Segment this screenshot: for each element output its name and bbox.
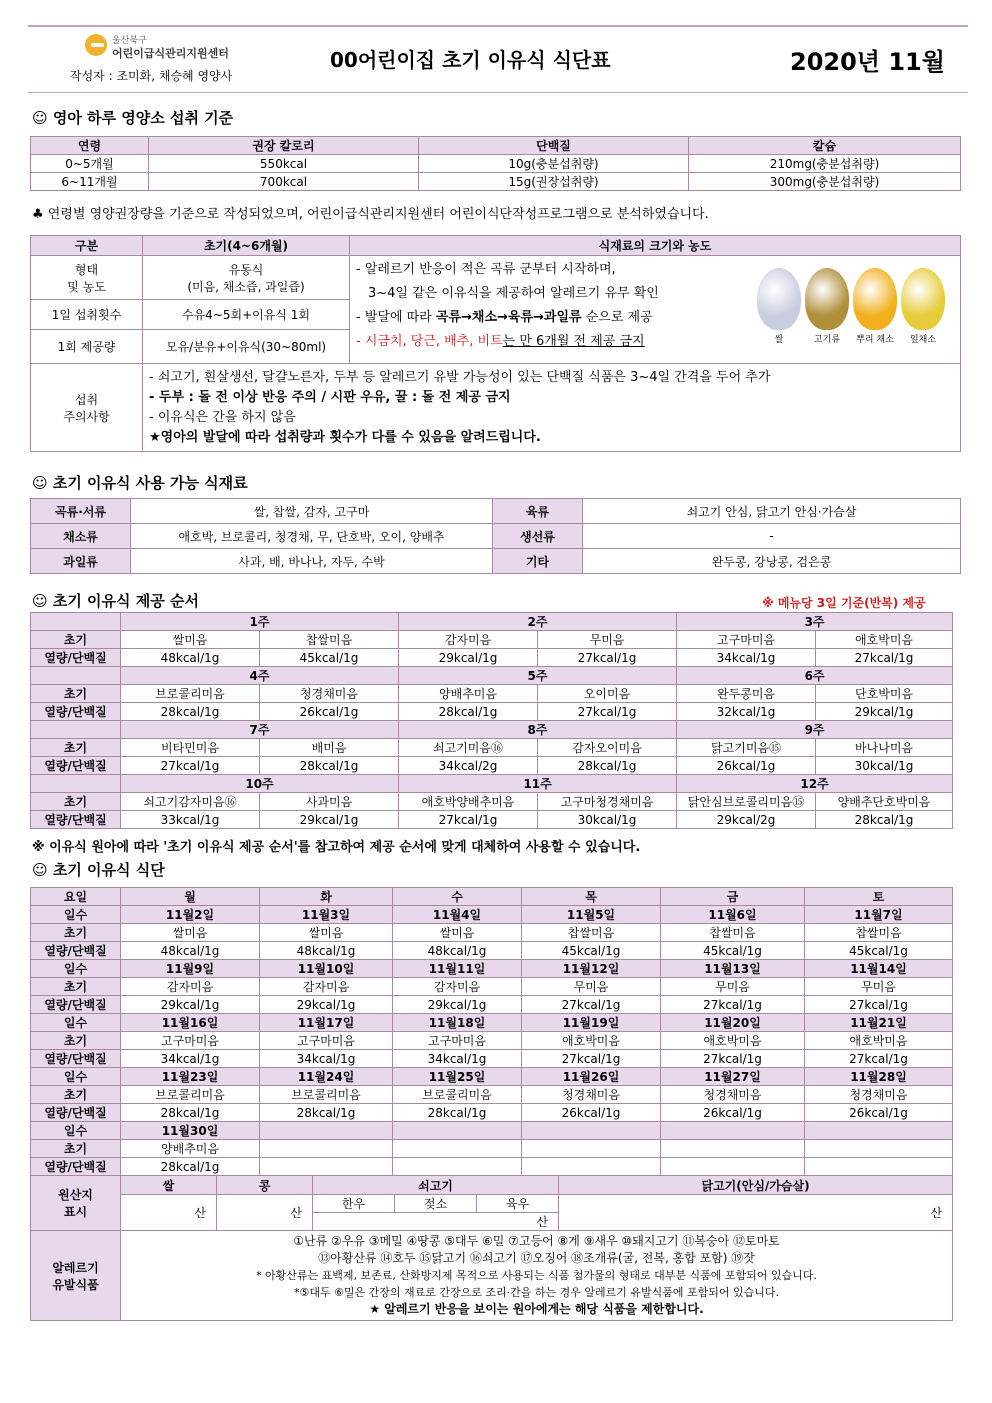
root-veg-spoon-icon bbox=[853, 268, 897, 330]
date-cell: 11월16일 bbox=[121, 1014, 260, 1032]
kcal-cell: 29kcal/1g bbox=[399, 649, 538, 667]
kcal-cell: 34kcal/1g bbox=[393, 1050, 522, 1068]
menu-cell: 무미음 bbox=[805, 978, 953, 996]
kcal-cell: 28kcal/1g bbox=[399, 703, 538, 721]
menu-cell: 쇠고기미음⑯ bbox=[399, 739, 538, 757]
page-title: 00어린이집 초기 이유식 식단표 bbox=[330, 48, 611, 72]
row-label: 초기 bbox=[31, 739, 121, 757]
row-label: 일수 bbox=[31, 1014, 121, 1032]
kcal-cell: 45kcal/1g bbox=[805, 942, 953, 960]
kcal-cell: 33kcal/1g bbox=[121, 811, 260, 829]
date-cell: 11월3일 bbox=[260, 906, 393, 924]
ingredient-list: 사과, 배, 바나나, 자두, 수박 bbox=[131, 549, 493, 574]
kcal-cell: 28kcal/1g bbox=[260, 1104, 393, 1122]
author: 작성자 : 조미화, 채승혜 영양사 bbox=[70, 69, 233, 83]
date-cell: 11월30일 bbox=[121, 1122, 260, 1140]
row-label: 초기 bbox=[31, 793, 121, 811]
kcal-cell: 45kcal/1g bbox=[260, 649, 399, 667]
menu-cell: 애호박미음 bbox=[661, 1032, 805, 1050]
week-corner bbox=[31, 721, 121, 739]
kcal-cell: 27kcal/1g bbox=[805, 1050, 953, 1068]
kcal-cell: 28kcal/1g bbox=[538, 757, 677, 775]
kcal-cell bbox=[393, 1158, 522, 1176]
date-cell: 11월20일 bbox=[661, 1014, 805, 1032]
menu-cell bbox=[805, 1140, 953, 1158]
kcal-cell: 30kcal/1g bbox=[816, 757, 953, 775]
date-cell: 11월12일 bbox=[522, 960, 661, 978]
menu-cell: 무미음 bbox=[522, 978, 661, 996]
week-header: 3주 bbox=[677, 613, 953, 631]
guide-label-line: 형태 bbox=[74, 262, 99, 277]
kcal-cell: 45kcal/1g bbox=[661, 942, 805, 960]
kcal-cell: 28kcal/1g bbox=[121, 1104, 260, 1122]
menu-cell: 찹쌀미음 bbox=[805, 924, 953, 942]
week-header: 7주 bbox=[121, 721, 399, 739]
menu-cell: 청경채미음 bbox=[522, 1086, 661, 1104]
kcal-cell: 48kcal/1g bbox=[393, 942, 522, 960]
menu-cell bbox=[393, 1140, 522, 1158]
kcal-cell: 29kcal/1g bbox=[260, 811, 399, 829]
kcal-cell: 28kcal/1g bbox=[121, 703, 260, 721]
row-label: 열량/단백질 bbox=[31, 649, 121, 667]
guide-header-size: 식재료의 크기와 농도 bbox=[350, 236, 961, 256]
caution-label bbox=[31, 364, 143, 452]
menu-cell: 고구마미음 bbox=[121, 1032, 260, 1050]
kcal-cell bbox=[522, 1158, 661, 1176]
ingredient-category: 과일류 bbox=[31, 549, 131, 574]
menu-cell: 바나나미음 bbox=[816, 739, 953, 757]
menu-cell: 고구마미음 bbox=[260, 1032, 393, 1050]
menu-cell: 감자미음 bbox=[393, 978, 522, 996]
kcal-cell: 27kcal/1g bbox=[399, 811, 538, 829]
allergy-line: * 아황산류는 표백제, 보존료, 산화방지제 목적으로 사용되는 식품 첨가물의 형태로 대부분 식품에 포함되어 있습니다. bbox=[256, 1269, 817, 1282]
leaf-veg-spoon-icon bbox=[901, 268, 945, 330]
kcal-cell: 48kcal/1g bbox=[121, 942, 260, 960]
week-header: 11주 bbox=[399, 775, 677, 793]
date-cell bbox=[260, 1122, 393, 1140]
menu-cell bbox=[661, 1140, 805, 1158]
guide-value-amount: 모유/분유+이유식(30~80ml) bbox=[143, 330, 350, 364]
menu-cell: 닭고기미음⑮ bbox=[677, 739, 816, 757]
date-cell: 11월2일 bbox=[121, 906, 260, 924]
menu-table bbox=[30, 887, 953, 1176]
kcal-cell: 27kcal/1g bbox=[121, 757, 260, 775]
date-cell: 11월13일 bbox=[661, 960, 805, 978]
week-corner bbox=[31, 775, 121, 793]
caution-line: - 쇠고기, 흰살생선, 달걀노른자, 두부 등 알레르기 유발 가능성이 있는 단백질 식품은 3~4일 간격을 두어 추가 bbox=[149, 369, 771, 385]
week-header: 9주 bbox=[677, 721, 953, 739]
allergy-label-line: 알레르기 bbox=[52, 1260, 99, 1275]
origin-chicken-header: 닭고기(안심/가슴살) bbox=[559, 1176, 953, 1195]
date-cell: 11월27일 bbox=[661, 1068, 805, 1086]
date-cell bbox=[522, 1122, 661, 1140]
kcal-cell: 29kcal/2g bbox=[677, 811, 816, 829]
table-cell: 550kcal bbox=[149, 155, 419, 173]
menu-cell: 쌀미음 bbox=[260, 924, 393, 942]
spoon-label: 고기류 bbox=[813, 335, 841, 345]
menu-cell: 오이미음 bbox=[538, 685, 677, 703]
guide-label-amount: 1회 제공량 bbox=[31, 330, 143, 364]
origin-label-line: 표시 bbox=[63, 1205, 88, 1219]
origin-table bbox=[30, 1175, 953, 1231]
ingredient-list: 쌀, 찹쌀, 감자, 고구마 bbox=[131, 499, 493, 524]
allergy-warning: ★ 알레르기 반응을 보이는 원아에게는 해당 식품을 제한합니다. bbox=[369, 1302, 704, 1316]
day-header: 수 bbox=[393, 888, 522, 906]
date-cell: 11월4일 bbox=[393, 906, 522, 924]
origin-yukwoo: 육우 bbox=[477, 1195, 559, 1213]
menu-cell: 청경채미음 bbox=[805, 1086, 953, 1104]
guide-text-part: 순으로 제공 bbox=[581, 310, 653, 325]
menu-cell: 찹쌀미음 bbox=[522, 924, 661, 942]
guide-text-line: 3~4일 같은 이유식을 제공하여 알레르기 유무 확인 bbox=[368, 286, 659, 301]
kcal-cell: 27kcal/1g bbox=[805, 996, 953, 1014]
date-cell: 11월9일 bbox=[121, 960, 260, 978]
kcal-cell: 27kcal/1g bbox=[522, 996, 661, 1014]
date-cell bbox=[805, 1122, 953, 1140]
meat-spoon-icon bbox=[805, 268, 849, 330]
menu-cell: 쇠고기감자미음⑯ bbox=[121, 793, 260, 811]
ingredients-table bbox=[30, 498, 961, 574]
spoon-label: 쌀 bbox=[774, 335, 784, 345]
kcal-cell: 30kcal/1g bbox=[538, 811, 677, 829]
allergy-label bbox=[31, 1231, 121, 1321]
week-corner bbox=[31, 667, 121, 685]
date-cell: 11월18일 bbox=[393, 1014, 522, 1032]
week-header: 6주 bbox=[677, 667, 953, 685]
kcal-cell: 28kcal/1g bbox=[260, 757, 399, 775]
row-label: 초기 bbox=[31, 1032, 121, 1050]
date-cell: 11월11일 bbox=[393, 960, 522, 978]
date-cell: 11월19일 bbox=[522, 1014, 661, 1032]
col-header: 권장 칼로리 bbox=[149, 137, 419, 155]
caution-line: - 두부 : 돌 전 이상 반응 주의 / 시판 우유, 꿀 : 돌 전 제공 금지 bbox=[149, 389, 511, 405]
row-label: 열량/단백질 bbox=[31, 1158, 121, 1176]
menu-cell: 완두콩미음 bbox=[677, 685, 816, 703]
menu-cell: 청경채미음 bbox=[661, 1086, 805, 1104]
table-cell: 300mg(충분섭취량) bbox=[689, 173, 961, 191]
col-header: 칼슘 bbox=[689, 137, 961, 155]
origin-beef-value: 산 bbox=[313, 1213, 559, 1231]
caution-label-line: 주의사항 bbox=[63, 409, 110, 424]
table-cell: 6~11개월 bbox=[31, 173, 149, 191]
kcal-cell: 34kcal/1g bbox=[677, 649, 816, 667]
menu-cell: 청경채미음 bbox=[260, 685, 399, 703]
kcal-cell: 29kcal/1g bbox=[393, 996, 522, 1014]
week-header: 12주 bbox=[677, 775, 953, 793]
kcal-cell: 27kcal/1g bbox=[661, 996, 805, 1014]
table-cell: 0~5개월 bbox=[31, 155, 149, 173]
guide-text-part: - 발달에 따라 bbox=[356, 310, 436, 325]
org-name: 어린이급식관리지원센터 bbox=[112, 47, 229, 60]
logo-icon bbox=[85, 34, 107, 56]
origin-chicken-value: 산 bbox=[559, 1195, 953, 1231]
ingredient-category: 기타 bbox=[493, 549, 583, 574]
menu-cell: 비타민미음 bbox=[121, 739, 260, 757]
ingredients-heading: ☺ 초기 이유식 사용 가능 식재료 bbox=[32, 474, 248, 492]
guide-text-line: - 알레르기 반응이 적은 곡류 군부터 시작하며, bbox=[356, 262, 616, 277]
row-label: 열량/단백질 bbox=[31, 703, 121, 721]
day-header: 토 bbox=[805, 888, 953, 906]
kcal-cell: 27kcal/1g bbox=[816, 649, 953, 667]
kcal-cell bbox=[661, 1158, 805, 1176]
menu-cell: 브로콜리미음 bbox=[393, 1086, 522, 1104]
week-header: 8주 bbox=[399, 721, 677, 739]
menu-cell: 쌀미음 bbox=[393, 924, 522, 942]
menu-cell: 애호박양배추미음 bbox=[399, 793, 538, 811]
date-cell: 11월28일 bbox=[805, 1068, 953, 1086]
menu-cell: 고구마미음 bbox=[393, 1032, 522, 1050]
ingredient-list: 완두콩, 강낭콩, 검은콩 bbox=[583, 549, 961, 574]
date-cell: 11월6일 bbox=[661, 906, 805, 924]
nutrition-note: ♣ 연령별 영양권장량을 기준으로 작성되었으며, 어린이급식관리지원센터 어린이식단작성프로그램으로 분석하였습니다. bbox=[32, 207, 709, 222]
kcal-cell: 26kcal/1g bbox=[522, 1104, 661, 1122]
kcal-cell: 26kcal/1g bbox=[661, 1104, 805, 1122]
guide-label-line: 및 농도 bbox=[67, 279, 106, 294]
date-cell bbox=[393, 1122, 522, 1140]
menu-cell: 고구마청경채미음 bbox=[538, 793, 677, 811]
order-heading: ☺ 초기 이유식 제공 순서 bbox=[32, 592, 199, 610]
order-table bbox=[30, 612, 953, 829]
kcal-cell: 32kcal/1g bbox=[677, 703, 816, 721]
kcal-cell: 29kcal/1g bbox=[260, 996, 393, 1014]
date-cell: 11월26일 bbox=[522, 1068, 661, 1086]
ingredient-category: 채소류 bbox=[31, 524, 131, 549]
allergy-line: ⑬아황산류 ⑭호두 ⑮닭고기 ⑯쇠고기 ⑰오징어 ⑱조개류(굴, 전복, 홍합 포함) ⑲잣 bbox=[318, 1251, 755, 1265]
table-cell: 10g(충분섭취량) bbox=[419, 155, 689, 173]
ingredient-category: 육류 bbox=[493, 499, 583, 524]
menu-cell: 브로콜리미음 bbox=[121, 685, 260, 703]
kcal-cell: 28kcal/1g bbox=[393, 1104, 522, 1122]
menu-cell: 쌀미음 bbox=[121, 924, 260, 942]
row-label: 일수 bbox=[31, 906, 121, 924]
row-label: 열량/단백질 bbox=[31, 757, 121, 775]
kcal-cell: 27kcal/1g bbox=[538, 649, 677, 667]
kcal-cell: 27kcal/1g bbox=[522, 1050, 661, 1068]
date-cell: 11월23일 bbox=[121, 1068, 260, 1086]
guide-text-part: 는 만 6개월 전 제공 금지 bbox=[502, 334, 645, 349]
menu-cell bbox=[260, 1140, 393, 1158]
ingredient-category: 생선류 bbox=[493, 524, 583, 549]
ingredient-list: 쇠고기 안심, 닭고기 안심·가슴살 bbox=[583, 499, 961, 524]
spoon-label: 뿌리 채소 bbox=[856, 335, 894, 345]
date-cell: 11월25일 bbox=[393, 1068, 522, 1086]
menu-cell: 감자미음 bbox=[399, 631, 538, 649]
guide-text-order: 곡류→채소→육류→과일류 bbox=[435, 310, 582, 325]
caution-line: - 이유식은 간을 하지 않음 bbox=[149, 409, 296, 425]
caution-text bbox=[143, 364, 961, 452]
menu-cell: 무미음 bbox=[538, 631, 677, 649]
origin-bean-value: 산 bbox=[217, 1195, 313, 1231]
spoon-illustration bbox=[757, 268, 957, 358]
kcal-cell: 27kcal/1g bbox=[661, 1050, 805, 1068]
kcal-cell: 34kcal/1g bbox=[260, 1050, 393, 1068]
kcal-cell: 45kcal/1g bbox=[522, 942, 661, 960]
row-label: 초기 bbox=[31, 1086, 121, 1104]
date-cell: 11월24일 bbox=[260, 1068, 393, 1086]
nutrition-heading: ☺ 영아 하루 영양소 섭취 기준 bbox=[32, 109, 234, 127]
menu-cell: 애호박미음 bbox=[522, 1032, 661, 1050]
kcal-cell: 48kcal/1g bbox=[121, 649, 260, 667]
guide-text-forbidden: - 시금치, 당근, 배추, 비트 bbox=[356, 334, 503, 349]
kcal-cell: 26kcal/1g bbox=[805, 1104, 953, 1122]
row-label: 열량/단백질 bbox=[31, 811, 121, 829]
menu-cell: 무미음 bbox=[661, 978, 805, 996]
rice-spoon-icon bbox=[757, 268, 801, 330]
col-header: 단백질 bbox=[419, 137, 689, 155]
menu-cell: 양배추단호박미음 bbox=[816, 793, 953, 811]
date-cell: 11월17일 bbox=[260, 1014, 393, 1032]
origin-label-line: 원산지 bbox=[58, 1188, 93, 1202]
week-header: 2주 bbox=[399, 613, 677, 631]
guide-header-type: 구분 bbox=[31, 236, 143, 256]
row-label: 초기 bbox=[31, 1140, 121, 1158]
menu-heading: ☺ 초기 이유식 식단 bbox=[32, 861, 165, 879]
row-label: 일수 bbox=[31, 1068, 121, 1086]
row-label: 초기 bbox=[31, 685, 121, 703]
ingredient-list: - bbox=[583, 524, 961, 549]
kcal-cell: 28kcal/1g bbox=[816, 811, 953, 829]
caution-line: ★영아의 발달에 따라 섭취량과 횟수가 다를 수 있음을 알려드립니다. bbox=[149, 429, 541, 445]
menu-cell: 고구마미음 bbox=[677, 631, 816, 649]
day-header: 월 bbox=[121, 888, 260, 906]
ingredient-category: 곡류·서류 bbox=[31, 499, 131, 524]
allergy-line: *⑤대두 ⑥밀은 간장의 재료로 간장으로 조리·간을 하는 경우 알레르기 유발식품에 포함되어 있습니다. bbox=[293, 1286, 780, 1299]
origin-hanwoo: 한우 bbox=[313, 1195, 395, 1213]
day-header: 금 bbox=[661, 888, 805, 906]
guide-value-line: 유동식 bbox=[228, 262, 264, 277]
date-cell bbox=[661, 1122, 805, 1140]
guide-value-line: (미음, 채소즙, 과일즙) bbox=[187, 279, 305, 294]
origin-rice-header: 쌀 bbox=[121, 1176, 217, 1195]
row-label: 열량/단백질 bbox=[31, 1104, 121, 1122]
table-cell: 15g(권장섭취량) bbox=[419, 173, 689, 191]
row-label: 초기 bbox=[31, 924, 121, 942]
menu-cell: 단호박미음 bbox=[816, 685, 953, 703]
row-label: 열량/단백질 bbox=[31, 1050, 121, 1068]
week-header: 1주 bbox=[121, 613, 399, 631]
guide-label-frequency: 1일 섭취횟수 bbox=[31, 300, 143, 330]
kcal-cell: 29kcal/1g bbox=[816, 703, 953, 721]
org-small: 울산북구 bbox=[112, 36, 147, 46]
menu-cell: 찹쌀미음 bbox=[661, 924, 805, 942]
date-cell: 11월14일 bbox=[805, 960, 953, 978]
origin-bean-header: 콩 bbox=[217, 1176, 313, 1195]
row-label: 일수 bbox=[31, 960, 121, 978]
week-header: 4주 bbox=[121, 667, 399, 685]
order-note: ※ 메뉴당 3일 기준(반복) 제공 bbox=[762, 596, 926, 610]
date-cell: 11월7일 bbox=[805, 906, 953, 924]
origin-label bbox=[31, 1176, 121, 1231]
kcal-cell: 34kcal/2g bbox=[399, 757, 538, 775]
menu-cell: 쌀미음 bbox=[121, 631, 260, 649]
week-corner bbox=[31, 613, 121, 631]
table-cell: 700kcal bbox=[149, 173, 419, 191]
spoon-label: 잎채소 bbox=[909, 335, 937, 345]
menu-cell: 닭안심브로콜리미음⑮ bbox=[677, 793, 816, 811]
day-header: 화 bbox=[260, 888, 393, 906]
kcal-cell bbox=[260, 1158, 393, 1176]
menu-cell: 배미음 bbox=[260, 739, 399, 757]
guide-value-frequency: 수유4~5회+이유식 1회 bbox=[143, 300, 350, 330]
kcal-cell: 29kcal/1g bbox=[121, 996, 260, 1014]
page-date: 2020년 11월 bbox=[790, 48, 945, 76]
row-label: 일수 bbox=[31, 1122, 121, 1140]
col-header: 연령 bbox=[31, 137, 149, 155]
caution-label-line: 섭취 bbox=[74, 392, 99, 407]
menu-cell: 감자미음 bbox=[260, 978, 393, 996]
menu-cell: 애호박미음 bbox=[816, 631, 953, 649]
guide-header-stage: 초기(4~6개월) bbox=[143, 236, 350, 256]
guide-label-form bbox=[31, 256, 143, 300]
allergy-line: ①난류 ②우유 ③메밀 ④땅콩 ⑤대두 ⑥밀 ⑦고등어 ⑧게 ⑨새우 ⑩돼지고기 ⑪복숭아 ⑫토마토 bbox=[293, 1234, 780, 1248]
day-header: 목 bbox=[522, 888, 661, 906]
menu-cell: 애호박미음 bbox=[805, 1032, 953, 1050]
table-cell: 210mg(충분섭취량) bbox=[689, 155, 961, 173]
row-label: 열량/단백질 bbox=[31, 942, 121, 960]
menu-cell: 브로콜리미음 bbox=[121, 1086, 260, 1104]
guide-value-form bbox=[143, 256, 350, 300]
row-label: 초기 bbox=[31, 978, 121, 996]
row-label: 초기 bbox=[31, 631, 121, 649]
origin-dairy: 젖소 bbox=[395, 1195, 477, 1213]
allergy-list bbox=[121, 1231, 953, 1321]
row-label: 열량/단백질 bbox=[31, 996, 121, 1014]
row-label: 요일 bbox=[31, 888, 121, 906]
kcal-cell: 27kcal/1g bbox=[538, 703, 677, 721]
kcal-cell: 26kcal/1g bbox=[260, 703, 399, 721]
date-cell: 11월21일 bbox=[805, 1014, 953, 1032]
menu-cell bbox=[522, 1140, 661, 1158]
menu-cell: 감자오이미음 bbox=[538, 739, 677, 757]
kcal-cell: 34kcal/1g bbox=[121, 1050, 260, 1068]
menu-cell: 양배추미음 bbox=[399, 685, 538, 703]
origin-rice-value: 산 bbox=[121, 1195, 217, 1231]
menu-cell: 감자미음 bbox=[121, 978, 260, 996]
kcal-cell: 26kcal/1g bbox=[677, 757, 816, 775]
nutrition-table bbox=[30, 136, 961, 191]
allergy-label-line: 유발식품 bbox=[52, 1277, 99, 1292]
ingredient-list: 애호박, 브로콜리, 청경채, 무, 단호박, 오이, 양배추 bbox=[131, 524, 493, 549]
date-cell: 11월10일 bbox=[260, 960, 393, 978]
menu-cell: 찹쌀미음 bbox=[260, 631, 399, 649]
date-cell: 11월5일 bbox=[522, 906, 661, 924]
order-footnote: ※ 이유식 원아에 따라 '초기 이유식 제공 순서'를 참고하여 제공 순서에 맞게 대체하여 사용할 수 있습니다. bbox=[32, 840, 641, 855]
week-header: 5주 bbox=[399, 667, 677, 685]
menu-cell: 양배추미음 bbox=[121, 1140, 260, 1158]
top-divider bbox=[28, 25, 968, 27]
kcal-cell bbox=[805, 1158, 953, 1176]
week-header: 10주 bbox=[121, 775, 399, 793]
origin-beef-header: 쇠고기 bbox=[313, 1176, 559, 1195]
menu-cell: 사과미음 bbox=[260, 793, 399, 811]
allergy-table bbox=[30, 1230, 953, 1321]
menu-cell: 브로콜리미음 bbox=[260, 1086, 393, 1104]
kcal-cell: 28kcal/1g bbox=[121, 1158, 260, 1176]
header-divider bbox=[28, 92, 968, 93]
kcal-cell: 48kcal/1g bbox=[260, 942, 393, 960]
